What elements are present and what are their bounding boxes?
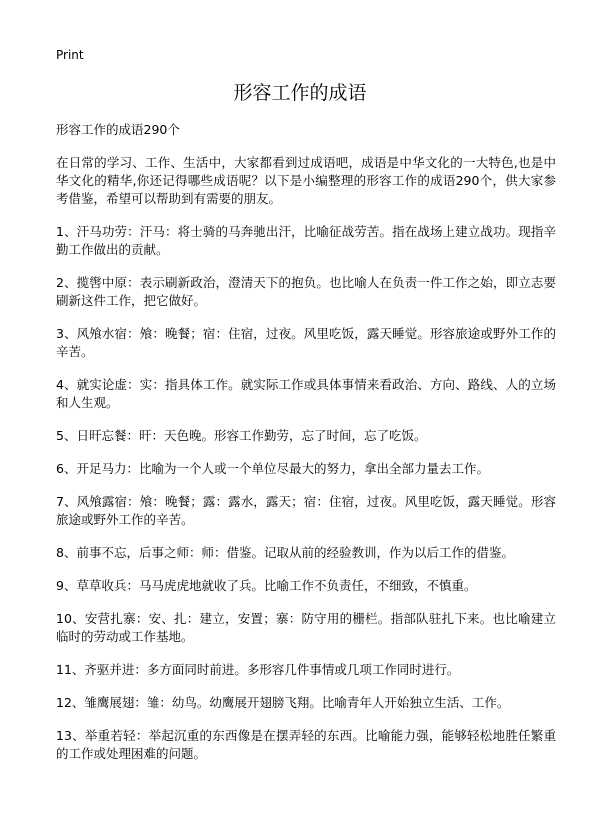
page-title: 形容工作的成语 (233, 82, 367, 104)
idiom-list (56, 223, 556, 763)
idiom-entry: 12、雏鹰展翅：雏：幼鸟。幼鹰展开翅膀飞翔。比喻青年人开始独立生活、工作。 (56, 695, 510, 710)
document-body (56, 121, 556, 763)
idiom-entry: 3、风飧水宿：飧：晚餐；宿：住宿，过夜。风里吃饭，露天睡觉。形容旅途或野外工作的辛苦。 (56, 326, 556, 359)
idiom-entry: 13、举重若轻：举起沉重的东西像是在摆弄轻的东西。比喻能力强，能够轻松地胜任繁重的工作或处理困难的问题。 (56, 728, 556, 761)
idiom-entry: 1、汗马功劳：汗马：将士骑的马奔驰出汗，比喻征战劳苦。指在战场上建立战功。现指辛勤工作做出的贡献。 (56, 224, 556, 257)
idiom-entry: 9、草草收兵：马马虎虎地就收了兵。比喻工作不负责任，不细致，不慎重。 (56, 578, 477, 593)
idiom-entry: 6、开足马力：比喻为一个人或一个单位尽最大的努力，拿出全部力量去工作。 (56, 461, 489, 476)
subtitle: 形容工作的成语290个 (56, 122, 180, 137)
intro-paragraph: 在日常的学习、工作、生活中，大家都看到过成语吧，成语是中华文化的一大特色,也是中华文化的精华,你还记得哪些成语呢？以下是小编整理的形容工作的成语290个，供大家参考借鉴，希望可以帮助到有需要的朋友。 (56, 155, 556, 206)
idiom-entry: 7、风飧露宿：飧：晚餐；露：露水，露天；宿：住宿，过夜。风里吃饭，露天睡觉。形容旅途或野外工作的辛苦。 (56, 494, 556, 527)
idiom-entry: 8、前事不忘，后事之师：师：借鉴。记取从前的经验教训，作为以后工作的借鉴。 (56, 545, 514, 560)
print-link[interactable]: Print (56, 48, 84, 62)
idiom-entry: 2、揽辔中原：表示刷新政治，澄清天下的抱负。也比喻人在负责一件工作之始，即立志要刷新这件工作，把它做好。 (56, 275, 556, 308)
idiom-entry: 4、就实论虚：实：指具体工作。就实际工作或具体事情来看政治、方向、路线、人的立场和人生观。 (56, 377, 556, 410)
idiom-entry: 10、安营扎寨：安、扎：建立，安置；寨：防守用的栅栏。指部队驻扎下来。也比喻建立临时的劳动或工作基地。 (56, 611, 556, 644)
idiom-entry: 11、齐驱并进：多方面同时前进。多形容几件事情或几项工作同时进行。 (56, 662, 460, 677)
idiom-entry: 5、日旰忘餐：旰：天色晚。形容工作勤劳，忘了时间，忘了吃饭。 (56, 428, 427, 443)
